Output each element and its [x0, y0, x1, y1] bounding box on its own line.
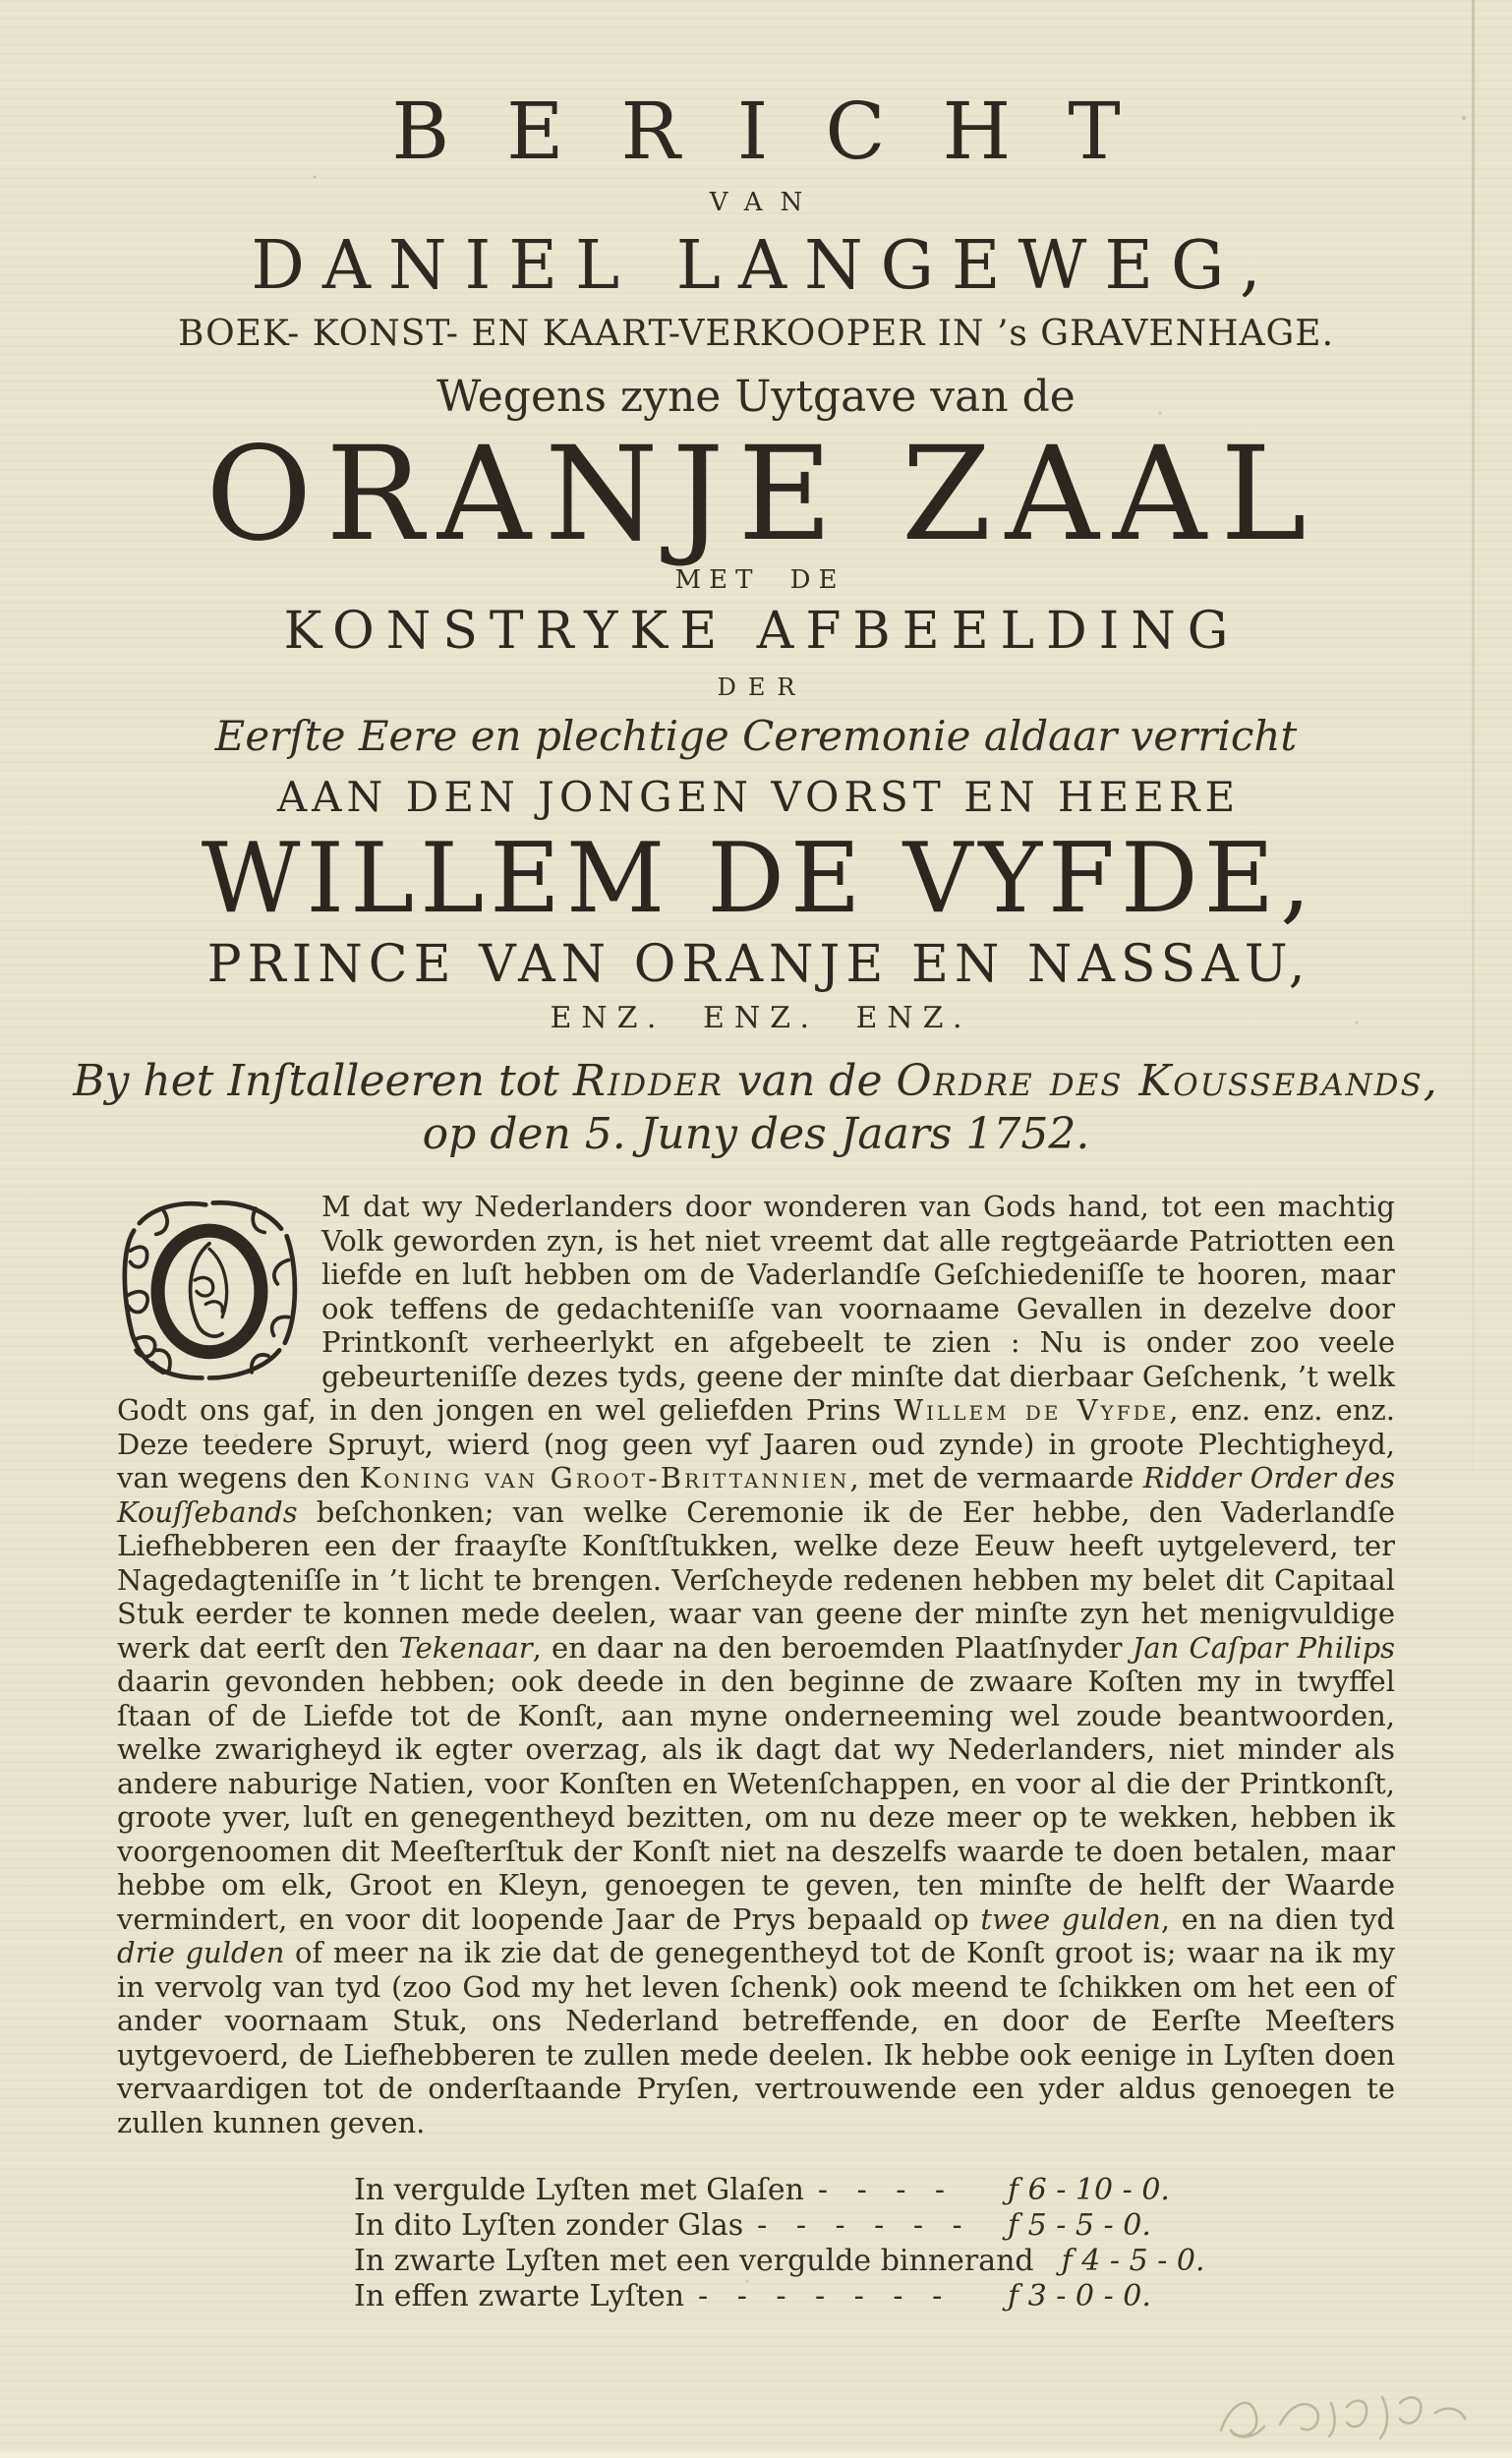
paper-crease	[1472, 0, 1475, 1475]
installation-line: By het Inſtalleeren tot Ridder van de Ordre des Koussebands,	[73, 1056, 1439, 1106]
price-value: ƒ 3 - 0 - 0.	[1008, 2279, 1151, 2313]
drop-cap-initial-O-icon	[117, 1196, 302, 1384]
price-label: In effen zwarte Lyſten	[354, 2279, 685, 2313]
price-list	[354, 2173, 1239, 2314]
price-label: In vergulde Lyſten met Glaſen	[354, 2173, 804, 2207]
met-de-line: MET DE	[674, 565, 845, 595]
price-value: ƒ 5 - 5 - 0.	[1008, 2208, 1151, 2243]
price-leader-dashes: - - - - - -	[757, 2208, 964, 2243]
scan-bottom-edge	[0, 2451, 1512, 2458]
enz-line: ENZ. ENZ. ENZ.	[550, 1001, 972, 1035]
prince-title: PRINCE VAN ORANJE EN NASSAU,	[206, 935, 1311, 994]
ceremony-line: Eerſte Eere en plechtige Ceremonie aldaar verricht	[214, 712, 1298, 760]
date-line: op den 5. Juny des Jaars 1752.	[422, 1109, 1090, 1159]
price-row	[354, 2173, 1239, 2208]
price-value: ƒ 4 - 5 - 0.	[1061, 2244, 1205, 2278]
prince-name: WILLEM DE VYFDE,	[201, 823, 1317, 935]
publisher-role: BOEK- KONST- EN KAART-VERKOOPER IN ’s GRAVENHAGE.	[177, 314, 1335, 354]
der-line: DER	[717, 673, 807, 701]
pencil-inscription-icon	[1207, 2379, 1483, 2457]
publisher-name: DANIEL LANGEWEG,	[251, 227, 1279, 305]
work-subtitle: KONSTRYKE AFBEELDING	[283, 602, 1241, 661]
price-row	[354, 2208, 1239, 2244]
masthead-title: BERICHT	[391, 86, 1178, 177]
work-title: ORANJE ZAAL	[205, 419, 1320, 570]
price-leader-dashes: - - - -	[817, 2173, 948, 2207]
price-label: In dito Lyſten zonder Glas	[354, 2208, 744, 2243]
price-row	[354, 2279, 1239, 2314]
reason-line: Wegens zyne Uytgave van de	[436, 372, 1076, 422]
dedication-line: AAN DEN JONGEN VORST EN HEERE	[276, 773, 1241, 821]
body-paragraph	[117, 1190, 1395, 2139]
price-row	[354, 2244, 1239, 2279]
price-leader-dashes: - - - - - - -	[698, 2279, 945, 2313]
body-paragraph-text: M dat wy Nederlanders door wonderen van Gods hand, tot een machtig Volk geworden zyn, is het niet vreemt dat alle regtgeäarde Patriotten een liefde en luſt hebben om de Vaderlandſe Geſchiedeniſſe te hooren, maar ook teffens de gedachteniſſe van voornaame Gevallen in dezelve door Printkonſt verheerlykt en afgebeelt te zien : Nu is onder zoo veele gebeurteniſſe dezes tyds, geene der minſte dat dierbaar Geſchenk, ’t welk Godt ons gaf, in den jongen en wel geliefden Prins Willem de Vyfde, enz. enz. enz. Deze teedere Spruyt, wierd (nog geen vyf Jaaren oud zynde) in groote Plechtigheyd, van wegens den Koning van Groot-Brittannien, met de vermaarde Ridder Order des Kouſſebands beſchonken; van welke Ceremonie ik de Eer hebbe, den Vaderlandſe Liefhebberen een der fraayſte Konſtſtukken, welke deze Eeuw heeft uytgeleverd, ter Nagedagteniſſe in ’t licht te brengen. Verſcheyde redenen hebben my belet dit Capitaal Stuk eerder te konnen mede deelen, waar van geene der minſte zyn het menigvuldige werk dat eerſt den Tekenaar, en daar na den beroemden Plaatſnyder Jan Caſpar Philips daarin gevonden hebben; ook deede in den beginne de zwaare Koſten my in twyffel ſtaan of de Liefde tot de Konſt, aan myne onderneeming wel zoude beantwoorden, welke zwarigheyd ik egter overzag, als ik dagt dat wy Nederlanders, niet minder als andere naburige Natien, voor Konſten en Wetenſchappen, en voor al die der Printkonſt, groote yver, luſt en genegentheyd bezitten, om nu deze meer op te wekken, hebben ik voorgenoomen dit Meeſterſtuk der Konſt niet na deszelfs waarde te doen betalen, maar hebbe om elk, Groot en Kleyn, genoegen te geven, ten minſte de helft der Waarde vermindert, en voor dit loopende Jaar de Prys bepaald op twee gulden, en na dien tyd drie gulden of meer na ik zie dat de genegentheyd tot de Konſt groot is; waar na ik my in vervolg van tyd (zoo God my het leven ſchenk) ook meend te ſchikken om het een of ander voornaam Stuk, ons Nederland betreffende, en door de Eerſte Meeſters uytgevoerd, de Liefhebberen te zullen mede deelen. Ik hebbe ook eenige in Lyſten doen vervaardigen tot de onderſtaande Pryſen, vertrouwende een yder aldus genoegen te zullen kunnen geven.	[117, 1190, 1396, 2139]
masthead-van: VAN	[709, 188, 821, 217]
price-label: In zwarte Lyſten met een vergulde binnerand	[354, 2244, 1034, 2278]
price-value: ƒ 6 - 10 - 0.	[1008, 2173, 1170, 2207]
